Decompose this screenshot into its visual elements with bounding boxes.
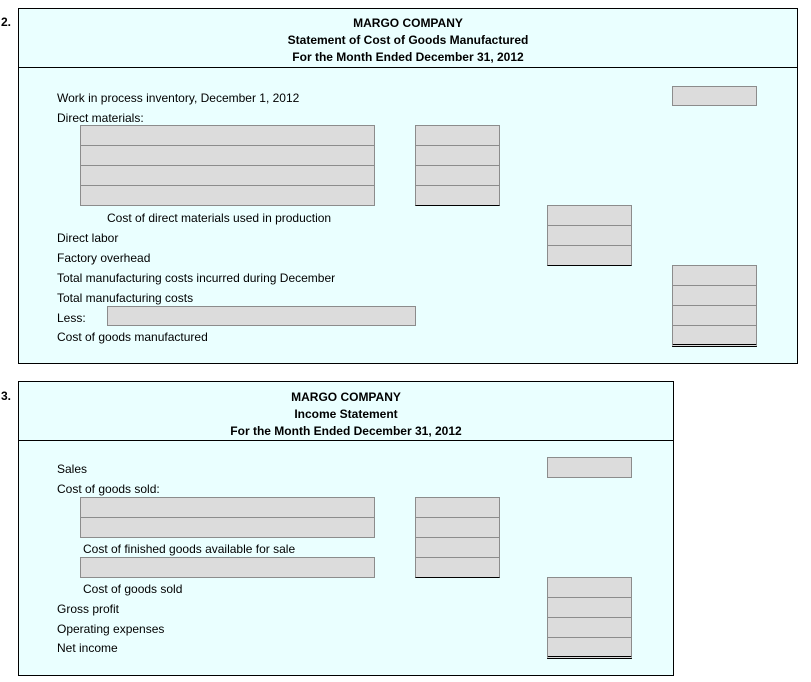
wip-amount-input[interactable]	[672, 86, 757, 106]
statement-header	[19, 382, 673, 441]
statement-title: Income Statement	[294, 407, 398, 421]
cogs-amount-3-input[interactable]	[415, 557, 500, 578]
income-statement-panel	[18, 381, 674, 676]
direct-materials-label: Direct materials:	[57, 111, 144, 125]
sales-amount-input[interactable]	[547, 457, 632, 478]
statement-header	[19, 9, 797, 68]
total-incurred-label: Total manufacturing costs incurred during December	[57, 271, 336, 285]
total-incurred-amount-input[interactable]	[672, 265, 757, 286]
direct-labor-amount-input[interactable]	[547, 225, 632, 246]
company-name: MARGO COMPANY	[353, 16, 463, 30]
statement-period: For the Month Ended December 31, 2012	[230, 424, 462, 438]
direct-labor-label: Direct labor	[57, 231, 119, 245]
cogs-header-label: Cost of goods sold:	[57, 482, 160, 496]
wip-label: Work in process inventory, December 1, 2012	[57, 91, 300, 105]
cfga-amount-input[interactable]	[415, 537, 500, 558]
dm-item-2-input[interactable]	[80, 145, 375, 166]
net-income-amount-input[interactable]	[547, 637, 632, 659]
total-mfg-costs-amount-input[interactable]	[672, 285, 757, 306]
cogs-item-3-input[interactable]	[80, 557, 375, 578]
factory-overhead-amount-input[interactable]	[547, 245, 632, 266]
operating-expenses-label: Operating expenses	[57, 622, 165, 636]
section-number-3: 3.	[1, 389, 12, 403]
factory-overhead-label: Factory overhead	[57, 251, 151, 265]
section-number-2: 2.	[1, 15, 12, 29]
cfga-label: Cost of finished goods available for sale	[83, 542, 296, 556]
statement-period: For the Month Ended December 31, 2012	[292, 50, 524, 64]
gross-profit-amount-input[interactable]	[547, 597, 632, 618]
cogs-amount-2-input[interactable]	[415, 517, 500, 538]
less-label: Less:	[57, 311, 86, 325]
dm-amount-2-input[interactable]	[415, 145, 500, 166]
dm-item-1-input[interactable]	[80, 125, 375, 146]
cogs-item-1-input[interactable]	[80, 497, 375, 518]
dm-amount-1-input[interactable]	[415, 125, 500, 146]
cogm-label: Cost of goods manufactured	[57, 330, 208, 344]
sales-label: Sales	[57, 462, 88, 476]
cogs-amount-input[interactable]	[547, 577, 632, 598]
cost-dm-used-label: Cost of direct materials used in production	[107, 211, 332, 225]
cost-dm-amount-input[interactable]	[547, 205, 632, 226]
less-amount-input[interactable]	[672, 305, 757, 326]
dm-item-4-input[interactable]	[80, 185, 375, 206]
cogm-statement-panel	[18, 8, 798, 364]
total-mfg-costs-label: Total manufacturing costs	[57, 291, 194, 305]
dm-amount-3-input[interactable]	[415, 165, 500, 186]
dm-item-3-input[interactable]	[80, 165, 375, 186]
dm-amount-4-input[interactable]	[415, 185, 500, 206]
statement-title: Statement of Cost of Goods Manufactured	[287, 33, 529, 47]
gross-profit-label: Gross profit	[57, 602, 120, 616]
net-income-label: Net income	[57, 641, 118, 655]
cogs-item-2-input[interactable]	[80, 517, 375, 538]
operating-expenses-amount-input[interactable]	[547, 617, 632, 638]
cogs-amount-1-input[interactable]	[415, 497, 500, 518]
cogm-amount-input[interactable]	[672, 325, 757, 347]
cogs-label: Cost of goods sold	[83, 582, 183, 596]
company-name: MARGO COMPANY	[291, 390, 401, 404]
less-description-input[interactable]	[107, 306, 416, 326]
